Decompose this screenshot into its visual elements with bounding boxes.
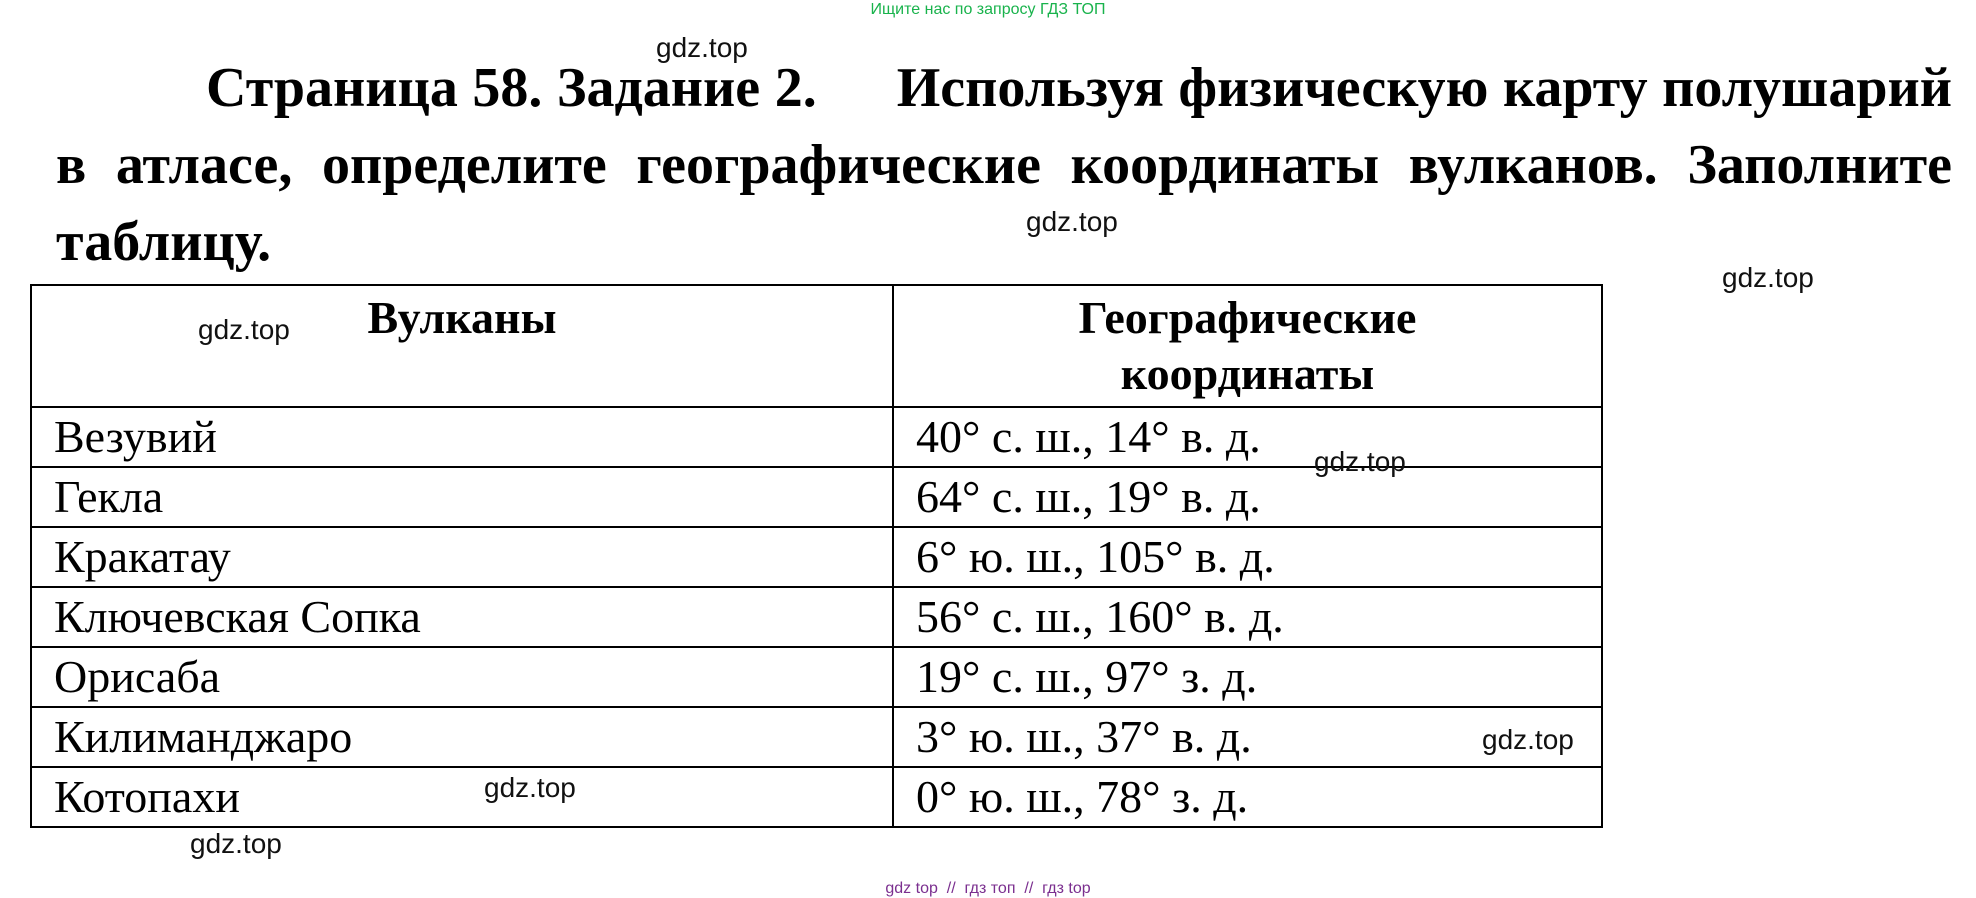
top-banner[interactable]: Ищите нас по запросу ГДЗ ТОП bbox=[870, 1, 1106, 18]
task-lead: Страница 58. Задание 2. bbox=[206, 57, 817, 119]
volcano-table bbox=[30, 284, 1603, 828]
watermark: gdz.top bbox=[484, 772, 576, 803]
watermark: gdz.top bbox=[1722, 262, 1814, 293]
volcano-name: Гекла bbox=[31, 467, 893, 527]
volcano-name: Везувий bbox=[31, 407, 893, 467]
volcano-coordinates: 0° ю. ш., 78° з. д. bbox=[893, 767, 1602, 827]
watermark: gdz.top bbox=[1026, 206, 1118, 237]
volcano-name: Котопахи bbox=[31, 767, 893, 827]
volcano-coordinates: 64° с. ш., 19° в. д. bbox=[893, 467, 1602, 527]
volcano-name: Кракатау bbox=[31, 527, 893, 587]
volcano-coordinates: 6° ю. ш., 105° в. д. bbox=[893, 527, 1602, 587]
table-row bbox=[31, 767, 1602, 827]
volcano-coordinates: 19° с. ш., 97° з. д. bbox=[893, 647, 1602, 707]
watermark: gdz.top bbox=[190, 828, 282, 859]
watermark: gdz.top bbox=[1482, 724, 1574, 755]
header-coordinates: Географические координаты bbox=[893, 285, 1602, 407]
header-volcanoes: Вулканы bbox=[31, 285, 893, 407]
footer-links[interactable]: gdz top // гдз топ // гдз top bbox=[885, 880, 1091, 897]
volcano-coordinates: 40° с. ш., 14° в. д. bbox=[893, 407, 1602, 467]
task-body: Используя физическую карту полушарий в атласе, определите географические координаты вулканов. Заполните таблицу. bbox=[56, 57, 1953, 273]
volcano-name: Орисаба bbox=[31, 647, 893, 707]
table-header-row bbox=[31, 285, 1602, 407]
table-row bbox=[31, 647, 1602, 707]
volcano-coordinates: 3° ю. ш., 37° в. д. bbox=[893, 707, 1602, 767]
volcano-name: Килиманджаро bbox=[31, 707, 893, 767]
table-row bbox=[31, 587, 1602, 647]
volcano-name: Ключевская Сопка bbox=[31, 587, 893, 647]
task-text bbox=[56, 50, 1952, 281]
table-row bbox=[31, 527, 1602, 587]
table-row bbox=[31, 707, 1602, 767]
volcano-coordinates: 56° с. ш., 160° в. д. bbox=[893, 587, 1602, 647]
watermark: gdz.top bbox=[656, 32, 748, 63]
watermark: gdz.top bbox=[198, 314, 290, 345]
watermark: gdz.top bbox=[1314, 446, 1406, 477]
